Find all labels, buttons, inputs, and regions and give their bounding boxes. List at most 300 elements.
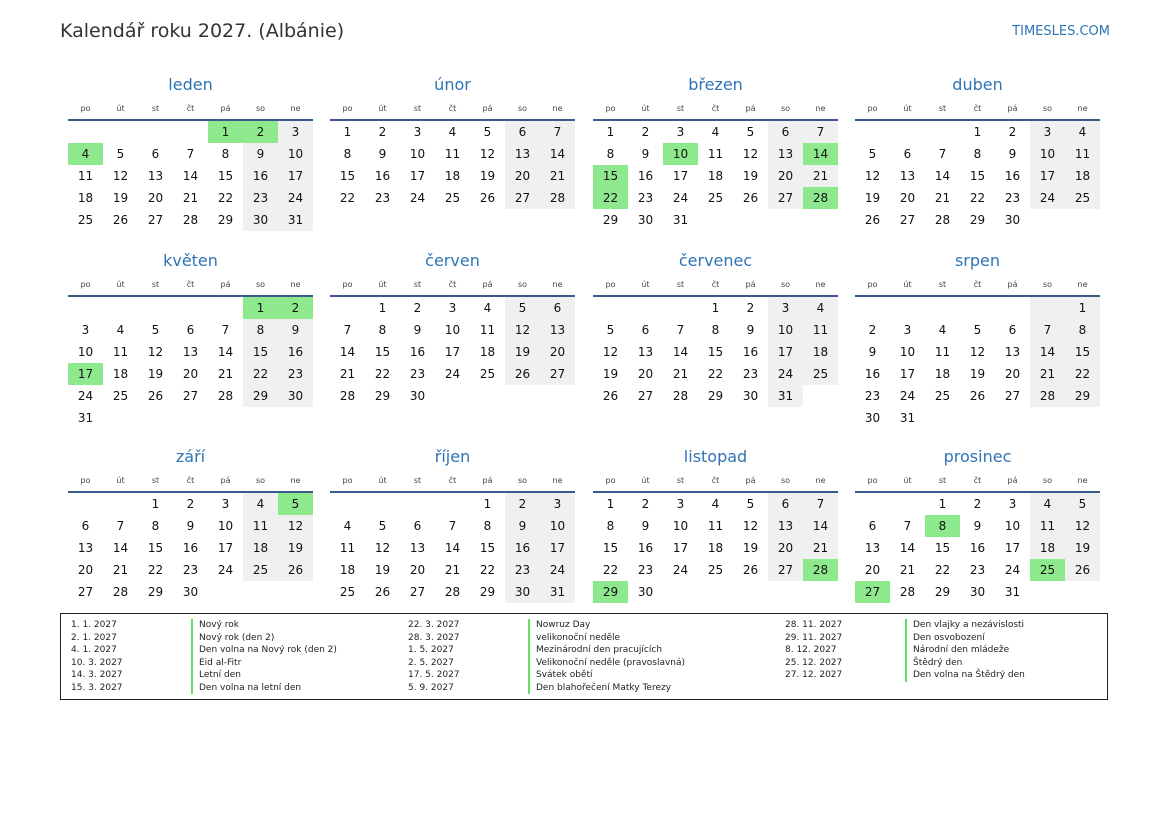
legend-date: 5. 9. 2027 xyxy=(408,682,454,693)
weekday-label: čt xyxy=(186,104,195,113)
empty-cell xyxy=(330,297,365,319)
day-cell: 4 xyxy=(448,125,457,139)
legend-date: 28. 3. 2027 xyxy=(408,632,460,643)
legend-item xyxy=(71,632,337,645)
day-cell: 9 xyxy=(641,147,650,161)
weekday-label: čt xyxy=(448,280,457,289)
day-cell: 3 xyxy=(768,297,803,319)
day-cell: 15 xyxy=(147,541,164,555)
day-cell: 5 xyxy=(505,297,540,319)
weekday-label: ne xyxy=(290,104,301,113)
weekday-label: pá xyxy=(1007,280,1018,289)
weekday-label: ne xyxy=(552,476,563,485)
day-cell: 18 xyxy=(444,169,461,183)
day-cell: 18 xyxy=(1030,537,1065,559)
day-cell: 31 xyxy=(899,411,916,425)
weekday-label: so xyxy=(517,104,528,113)
day-cell: 16 xyxy=(864,367,881,381)
day-cell: 20 xyxy=(899,191,916,205)
weekday-label: ne xyxy=(290,280,301,289)
day-cell: 15 xyxy=(243,341,278,363)
legend-item xyxy=(408,657,685,670)
legend-date: 25. 12. 2027 xyxy=(785,657,843,668)
day-cell: 21 xyxy=(339,367,356,381)
day-cell: 30 xyxy=(505,581,540,603)
day-cell: 11 xyxy=(934,345,951,359)
weekday-label: út xyxy=(378,476,387,485)
day-cell: 13 xyxy=(147,169,164,183)
day-cell: 30 xyxy=(409,389,426,403)
legend-item xyxy=(785,644,1025,657)
weekday-label: út xyxy=(116,104,125,113)
weekday-label: ne xyxy=(1077,104,1088,113)
weekday-label: út xyxy=(116,476,125,485)
day-cell: 4 xyxy=(243,493,278,515)
legend-holiday-name: Den vlajky a nezávislosti xyxy=(905,619,1024,632)
days-grid xyxy=(593,121,838,231)
holiday-day-cell: 5 xyxy=(278,493,313,515)
day-cell: 21 xyxy=(899,563,916,577)
day-cell: 20 xyxy=(409,563,426,577)
day-cell: 11 xyxy=(803,319,838,341)
day-cell: 21 xyxy=(444,563,461,577)
legend-holiday-name: Velikonoční neděle (pravoslavná) xyxy=(528,657,685,670)
site-link[interactable]: TIMESLES.COM xyxy=(1012,24,1110,39)
weekday-label: ne xyxy=(815,104,826,113)
legend-column xyxy=(408,619,685,694)
legend-item xyxy=(71,657,337,670)
legend-date: 28. 11. 2027 xyxy=(785,620,843,630)
day-cell: 16 xyxy=(243,165,278,187)
weekday-label: pá xyxy=(482,104,493,113)
day-cell: 7 xyxy=(343,323,352,337)
day-cell: 11 xyxy=(707,519,724,533)
holiday-day-cell: 29 xyxy=(593,581,628,603)
day-cell: 14 xyxy=(182,169,199,183)
day-cell: 10 xyxy=(899,345,916,359)
day-cell: 3 xyxy=(81,323,90,337)
weekday-label: čt xyxy=(711,280,720,289)
day-cell: 1 xyxy=(938,497,947,511)
day-cell: 9 xyxy=(746,323,755,337)
day-cell: 28 xyxy=(1030,385,1065,407)
day-cell: 24 xyxy=(899,389,916,403)
day-cell: 14 xyxy=(444,541,461,555)
day-cell: 2 xyxy=(746,301,755,315)
day-cell: 3 xyxy=(676,125,685,139)
month-title: březen xyxy=(688,75,743,94)
day-cell: 28 xyxy=(672,389,689,403)
day-cell: 8 xyxy=(483,519,492,533)
day-cell: 24 xyxy=(672,191,689,205)
day-cell: 15 xyxy=(374,345,391,359)
legend-column xyxy=(71,619,337,694)
day-cell: 4 xyxy=(483,301,492,315)
day-cell: 29 xyxy=(934,585,951,599)
day-cell: 13 xyxy=(637,345,654,359)
day-cell: 24 xyxy=(444,367,461,381)
weekday-header xyxy=(855,100,1100,121)
holiday-day-cell: 2 xyxy=(243,121,278,143)
day-cell: 20 xyxy=(864,563,881,577)
legend-holiday-name: Svátek obětí xyxy=(528,669,592,682)
day-cell: 7 xyxy=(676,323,685,337)
day-cell: 11 xyxy=(707,147,724,161)
legend-holiday-name: Nový rok xyxy=(191,619,239,632)
day-cell: 1 xyxy=(151,497,160,511)
day-cell: 27 xyxy=(637,389,654,403)
weekday-label: so xyxy=(780,104,791,113)
weekday-label: čt xyxy=(448,476,457,485)
day-cell: 2 xyxy=(868,323,877,337)
day-cell: 5 xyxy=(746,125,755,139)
month-prosinec xyxy=(855,442,1100,603)
day-cell: 15 xyxy=(707,345,724,359)
day-cell: 26 xyxy=(864,213,881,227)
day-cell: 4 xyxy=(803,297,838,319)
holiday-day-cell: 1 xyxy=(208,121,243,143)
days-grid xyxy=(593,297,838,407)
day-cell: 4 xyxy=(711,497,720,511)
days-grid xyxy=(68,493,313,603)
day-cell: 15 xyxy=(339,169,356,183)
empty-cell xyxy=(925,121,960,143)
day-cell: 21 xyxy=(803,165,838,187)
day-cell: 8 xyxy=(606,519,615,533)
day-cell: 21 xyxy=(672,367,689,381)
day-cell: 26 xyxy=(147,389,164,403)
days-grid xyxy=(855,121,1100,231)
month-title: říjen xyxy=(434,447,471,466)
weekday-label: so xyxy=(255,476,266,485)
weekday-label: po xyxy=(80,104,91,113)
legend-date: 27. 12. 2027 xyxy=(785,670,843,680)
month-červenec xyxy=(593,246,838,407)
day-cell: 9 xyxy=(973,519,982,533)
day-cell: 22 xyxy=(479,563,496,577)
legend-item xyxy=(785,657,1025,670)
day-cell: 2 xyxy=(413,301,422,315)
day-cell: 20 xyxy=(77,563,94,577)
day-cell: 7 xyxy=(938,147,947,161)
day-cell: 10 xyxy=(672,519,689,533)
legend-date: 1. 1. 2027 xyxy=(71,620,117,630)
day-cell: 19 xyxy=(864,191,881,205)
month-říjen xyxy=(330,442,575,603)
weekday-label: so xyxy=(780,476,791,485)
legend-holiday-name: Den volna na letní den xyxy=(191,682,301,695)
empty-cell xyxy=(208,297,243,319)
weekday-label: pá xyxy=(1007,104,1018,113)
day-cell: 6 xyxy=(505,121,540,143)
legend-holiday-name: Den blahořečení Matky Terezy xyxy=(528,682,671,695)
day-cell: 25 xyxy=(803,363,838,385)
day-cell: 4 xyxy=(116,323,125,337)
day-cell: 29 xyxy=(147,585,164,599)
day-cell: 13 xyxy=(409,541,426,555)
weekday-label: čt xyxy=(973,476,982,485)
legend-date: 8. 12. 2027 xyxy=(785,645,837,655)
day-cell: 24 xyxy=(409,191,426,205)
day-cell: 10 xyxy=(540,515,575,537)
day-cell: 29 xyxy=(479,585,496,599)
day-cell: 24 xyxy=(77,389,94,403)
holiday-day-cell: 17 xyxy=(68,363,103,385)
day-cell: 12 xyxy=(505,319,540,341)
empty-cell xyxy=(960,297,995,319)
holiday-day-cell: 22 xyxy=(593,187,628,209)
day-cell: 26 xyxy=(505,363,540,385)
day-cell: 23 xyxy=(864,389,881,403)
day-cell: 25 xyxy=(479,367,496,381)
day-cell: 14 xyxy=(899,541,916,555)
day-cell: 16 xyxy=(409,345,426,359)
day-cell: 31 xyxy=(1004,585,1021,599)
legend-item xyxy=(71,619,337,632)
legend-date: 29. 11. 2027 xyxy=(785,632,843,643)
month-září xyxy=(68,442,313,603)
day-cell: 8 xyxy=(343,147,352,161)
day-cell: 20 xyxy=(182,367,199,381)
day-cell: 5 xyxy=(151,323,160,337)
day-cell: 26 xyxy=(969,389,986,403)
day-cell: 22 xyxy=(1065,363,1100,385)
weekday-label: po xyxy=(605,280,616,289)
day-cell: 24 xyxy=(278,187,313,209)
weekday-label: so xyxy=(1042,104,1053,113)
day-cell: 4 xyxy=(1030,493,1065,515)
legend-item xyxy=(408,669,685,682)
day-cell: 9 xyxy=(1008,147,1017,161)
day-cell: 2 xyxy=(505,493,540,515)
legend-holiday-name: velikonoční neděle xyxy=(528,632,620,645)
weekday-label: po xyxy=(867,476,878,485)
day-cell: 30 xyxy=(278,385,313,407)
day-cell: 17 xyxy=(217,541,234,555)
legend-item xyxy=(785,669,1025,682)
weekday-label: ne xyxy=(1077,476,1088,485)
day-cell: 13 xyxy=(182,345,199,359)
day-cell: 31 xyxy=(768,385,803,407)
day-cell: 12 xyxy=(112,169,129,183)
day-cell: 5 xyxy=(483,125,492,139)
page-title: Kalendář roku 2027. (Albánie) xyxy=(60,20,345,42)
day-cell: 2 xyxy=(1008,125,1017,139)
day-cell: 23 xyxy=(637,563,654,577)
day-cell: 26 xyxy=(278,559,313,581)
weekday-label: pá xyxy=(220,104,231,113)
day-cell: 19 xyxy=(1065,537,1100,559)
month-title: leden xyxy=(168,75,213,94)
day-cell: 26 xyxy=(742,563,759,577)
day-cell: 12 xyxy=(969,345,986,359)
day-cell: 19 xyxy=(742,541,759,555)
day-cell: 7 xyxy=(540,121,575,143)
legend-date: 22. 3. 2027 xyxy=(408,620,460,630)
day-cell: 30 xyxy=(243,209,278,231)
day-cell: 26 xyxy=(742,191,759,205)
holiday-day-cell: 8 xyxy=(925,515,960,537)
day-cell: 28 xyxy=(112,585,129,599)
day-cell: 14 xyxy=(672,345,689,359)
weekday-label: út xyxy=(903,104,912,113)
day-cell: 15 xyxy=(1065,341,1100,363)
legend-date: 15. 3. 2027 xyxy=(71,682,123,693)
weekday-header xyxy=(330,276,575,297)
day-cell: 18 xyxy=(339,563,356,577)
day-cell: 23 xyxy=(505,559,540,581)
day-cell: 17 xyxy=(409,169,426,183)
day-cell: 2 xyxy=(973,497,982,511)
day-cell: 30 xyxy=(182,585,199,599)
legend-date: 1. 5. 2027 xyxy=(408,645,454,655)
day-cell: 22 xyxy=(243,363,278,385)
day-cell: 21 xyxy=(1030,363,1065,385)
day-cell: 19 xyxy=(602,367,619,381)
empty-cell xyxy=(68,121,103,143)
empty-cell xyxy=(925,297,960,319)
day-cell: 30 xyxy=(864,411,881,425)
day-cell: 21 xyxy=(934,191,951,205)
day-cell: 8 xyxy=(973,147,982,161)
day-cell: 29 xyxy=(243,385,278,407)
day-cell: 30 xyxy=(742,389,759,403)
empty-cell xyxy=(173,121,208,143)
day-cell: 16 xyxy=(742,345,759,359)
weekday-header xyxy=(855,472,1100,493)
legend-holiday-name: Den volna na Štědrý den xyxy=(905,669,1025,682)
weekday-label: st xyxy=(151,280,160,289)
holiday-day-cell: 10 xyxy=(663,143,698,165)
day-cell: 22 xyxy=(147,563,164,577)
month-únor xyxy=(330,70,575,209)
day-cell: 8 xyxy=(1065,319,1100,341)
day-cell: 8 xyxy=(711,323,720,337)
day-cell: 19 xyxy=(112,191,129,205)
day-cell: 26 xyxy=(374,585,391,599)
empty-cell xyxy=(855,121,890,143)
day-cell: 16 xyxy=(969,541,986,555)
day-cell: 3 xyxy=(1030,121,1065,143)
day-cell: 29 xyxy=(969,213,986,227)
legend-item xyxy=(408,632,685,645)
weekday-label: čt xyxy=(711,104,720,113)
day-cell: 15 xyxy=(969,169,986,183)
weekday-label: út xyxy=(116,280,125,289)
day-cell: 27 xyxy=(768,559,803,581)
day-cell: 7 xyxy=(903,519,912,533)
weekday-label: so xyxy=(780,280,791,289)
legend-holiday-name: Nowruz Day xyxy=(528,619,590,632)
day-cell: 18 xyxy=(77,191,94,205)
day-cell: 9 xyxy=(278,319,313,341)
weekday-label: čt xyxy=(973,280,982,289)
month-title: září xyxy=(175,447,206,466)
day-cell: 5 xyxy=(116,147,125,161)
day-cell: 31 xyxy=(540,581,575,603)
day-cell: 16 xyxy=(278,341,313,363)
weekday-label: ne xyxy=(552,104,563,113)
day-cell: 13 xyxy=(864,541,881,555)
days-grid xyxy=(330,297,575,407)
month-title: červen xyxy=(425,251,480,270)
holiday-day-cell: 2 xyxy=(278,297,313,319)
day-cell: 22 xyxy=(217,191,234,205)
day-cell: 18 xyxy=(479,345,496,359)
legend-holiday-name: Nový rok (den 2) xyxy=(191,632,274,645)
weekday-header xyxy=(855,276,1100,297)
day-cell: 21 xyxy=(182,191,199,205)
day-cell: 19 xyxy=(505,341,540,363)
month-listopad xyxy=(593,442,838,603)
day-cell: 6 xyxy=(768,121,803,143)
empty-cell xyxy=(1030,297,1065,319)
day-cell: 7 xyxy=(803,493,838,515)
day-cell: 16 xyxy=(374,169,391,183)
day-cell: 28 xyxy=(934,213,951,227)
day-cell: 6 xyxy=(186,323,195,337)
day-cell: 1 xyxy=(483,497,492,511)
day-cell: 3 xyxy=(1008,497,1017,511)
month-title: listopad xyxy=(683,447,748,466)
day-cell: 6 xyxy=(540,297,575,319)
day-cell: 7 xyxy=(221,323,230,337)
day-cell: 31 xyxy=(77,411,94,425)
legend-column xyxy=(785,619,1025,682)
day-cell: 2 xyxy=(186,497,195,511)
weekday-header xyxy=(330,472,575,493)
day-cell: 6 xyxy=(1008,323,1017,337)
legend-holiday-name: Národní den mládeže xyxy=(905,644,1009,657)
day-cell: 19 xyxy=(278,537,313,559)
day-cell: 6 xyxy=(903,147,912,161)
empty-cell xyxy=(593,297,628,319)
day-cell: 5 xyxy=(378,519,387,533)
month-title: duben xyxy=(952,75,1003,94)
day-cell: 13 xyxy=(540,319,575,341)
legend-date: 10. 3. 2027 xyxy=(71,657,123,668)
weekday-label: pá xyxy=(745,476,756,485)
day-cell: 7 xyxy=(116,519,125,533)
day-cell: 30 xyxy=(969,585,986,599)
empty-cell xyxy=(435,493,470,515)
days-grid xyxy=(593,493,838,603)
day-cell: 11 xyxy=(77,169,94,183)
day-cell: 25 xyxy=(934,389,951,403)
day-cell: 30 xyxy=(637,585,654,599)
day-cell: 20 xyxy=(505,165,540,187)
day-cell: 21 xyxy=(803,537,838,559)
month-title: květen xyxy=(163,251,218,270)
empty-cell xyxy=(890,297,925,319)
day-cell: 28 xyxy=(182,213,199,227)
empty-cell xyxy=(890,121,925,143)
weekday-header xyxy=(68,100,313,121)
day-cell: 26 xyxy=(112,213,129,227)
day-cell: 7 xyxy=(448,519,457,533)
day-cell: 12 xyxy=(278,515,313,537)
weekday-label: st xyxy=(938,104,947,113)
day-cell: 12 xyxy=(742,519,759,533)
empty-cell xyxy=(663,297,698,319)
weekday-label: po xyxy=(867,104,878,113)
day-cell: 20 xyxy=(768,537,803,559)
legend-date: 2. 1. 2027 xyxy=(71,632,117,643)
day-cell: 9 xyxy=(186,519,195,533)
day-cell: 29 xyxy=(374,389,391,403)
weekday-label: pá xyxy=(1007,476,1018,485)
day-cell: 12 xyxy=(479,147,496,161)
